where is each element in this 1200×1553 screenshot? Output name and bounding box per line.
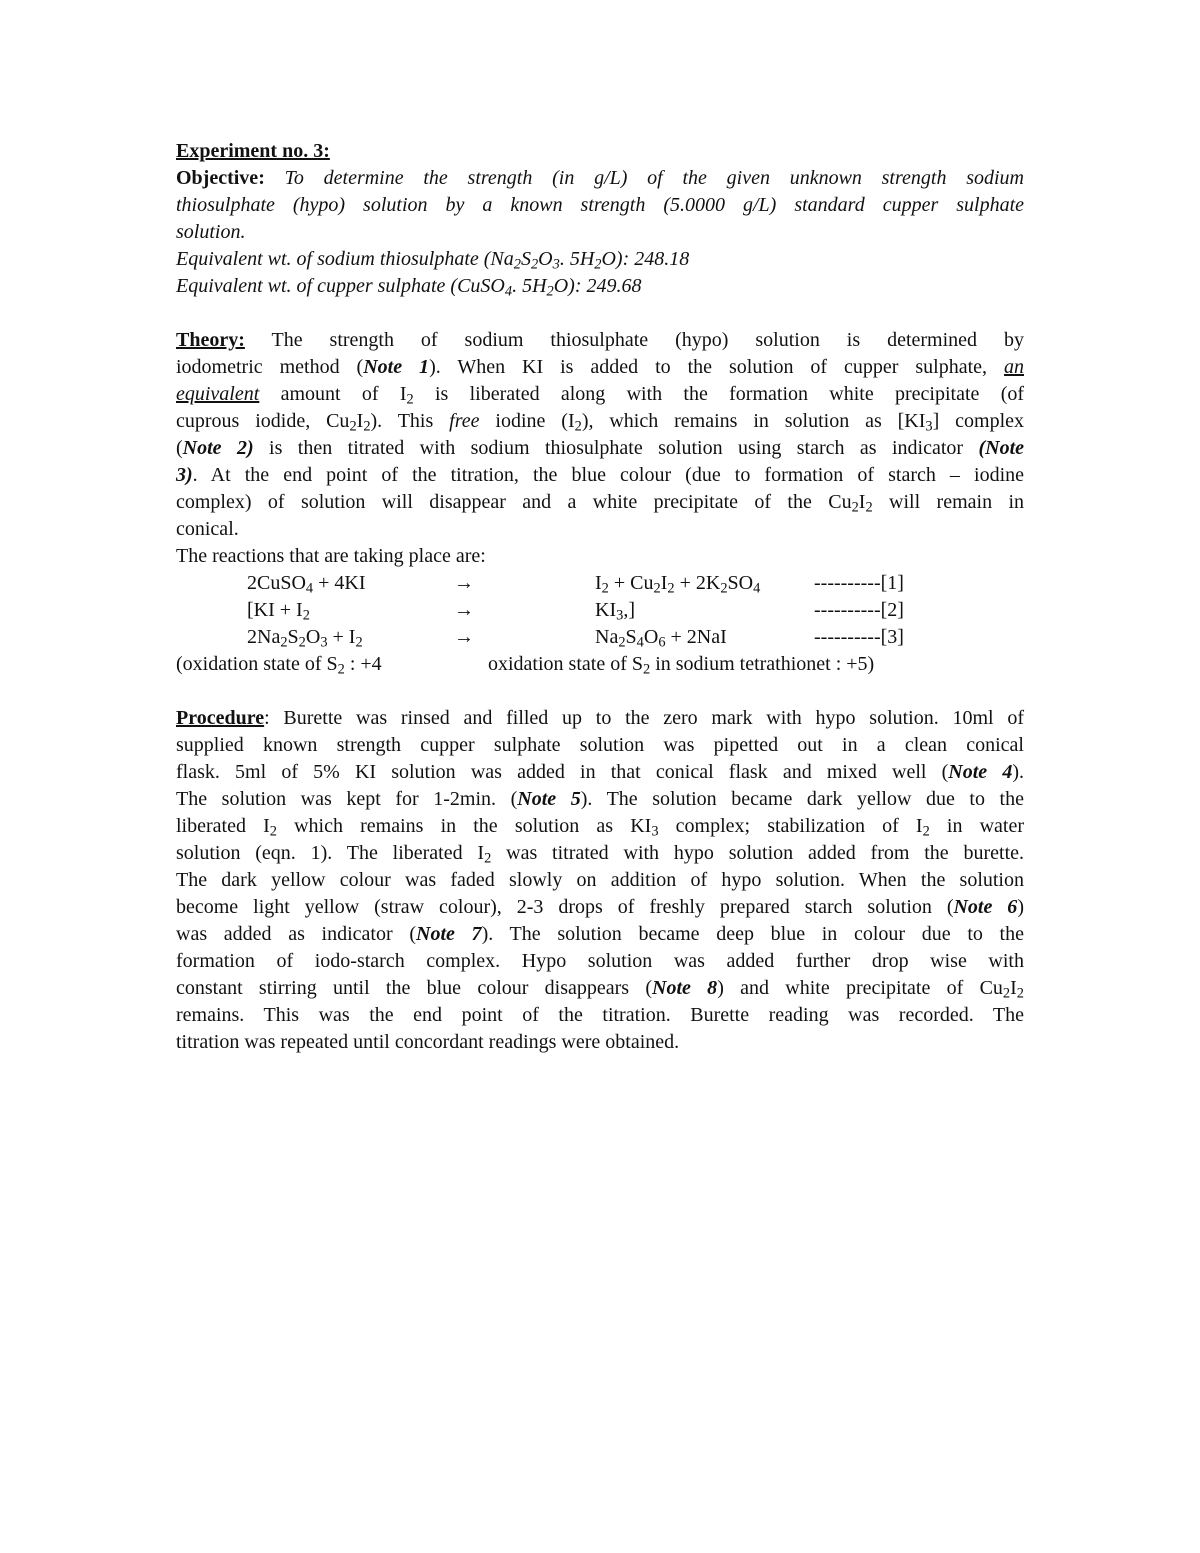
procedure-line-3: flask. 5ml of 5% KI solution was added in that conical flask and mixed well (Note 4). <box>176 761 1024 783</box>
experiment-heading: Experiment no. 3: <box>176 140 330 162</box>
theory-label: Theory: <box>176 329 245 351</box>
procedure-line-1: Procedure: Burette was rinsed and filled up to the zero mark with hypo solution. 10ml of <box>176 707 1024 729</box>
theory-line-1: Theory: The strength of sodium thiosulphate (hypo) solution is determined by <box>176 329 1024 351</box>
reaction-1: 2CuSO$_4$ + 4KI → $I_2 + Cu_2I_2 + 2K_2SO_4$ ----------[1] <box>247 572 904 597</box>
reaction-2: [$KI + I_2$ → $KI_3$,] ----------[2] <box>247 599 904 624</box>
arrow-icon: → <box>454 626 474 648</box>
arrow-icon: → <box>454 572 474 594</box>
theory-line-3: equivalent amount of $I_2$ is liberated along with the formation white precipitate (of <box>176 383 1025 408</box>
objective-line-2: thiosulphate (hypo) solution by a known strength (5.0000 g/L) standard cupper sulphate <box>176 194 1024 216</box>
theory-line-7: complex) of solution will disappear and a white precipitate of the $Cu_2I_2$ will remain in <box>176 491 1025 516</box>
procedure-line-13: titration was repeated until concordant readings were obtained. <box>176 1031 680 1053</box>
arrow-icon: → <box>454 599 474 621</box>
reactions-intro: The reactions that are taking place are: <box>176 545 486 567</box>
procedure-line-12: remains. This was the end point of the titration. Burette reading was recorded. The <box>176 1004 1024 1026</box>
objective-line-3: solution. <box>176 221 246 243</box>
objective-line-1: Objective: To determine the strength (in g/L) of the given unknown strength sodium <box>176 167 1024 189</box>
theory-line-6: 3). At the end point of the titration, the blue colour (due to formation of starch – iodine <box>176 464 1024 486</box>
equivalent-weight-cupper-sulphate: Equivalent wt. of cupper sulphate (CuSO$_4$. $5H_2O$): 249.68 <box>176 275 642 300</box>
theory-line-8: conical. <box>176 518 239 540</box>
objective-label: Objective: <box>176 167 265 189</box>
procedure-line-11: constant stirring until the blue colour disappears (Note 8) and white precipitate of $Cu_2I_2$ <box>176 977 1024 1002</box>
procedure-line-4: The solution was kept for 1-2min. (Note 5). The solution became dark yellow due to the <box>176 788 1024 810</box>
procedure-line-9: was added as indicator (Note 7). The solution became deep blue in colour due to the <box>176 923 1024 945</box>
procedure-line-8: become light yellow (straw colour), 2-3 drops of freshly prepared starch solution (Note 6) <box>176 896 1024 918</box>
procedure-line-5: liberated $I_2$ which remains in the solution as $KI_3$ complex; stabilization of $I_2$ in water <box>176 815 1025 840</box>
theory-line-4: cuprous iodide, $Cu_2I_2$). This free iodine $(I_2)$, which remains in solution as $[KI_3]$ complex <box>176 410 1025 435</box>
theory-line-2: iodometric method (Note 1). When KI is added to the solution of cupper sulphate, an <box>176 356 1025 378</box>
procedure-line-10: formation of iodo-starch complex. Hypo solution was added further drop wise with <box>176 950 1024 972</box>
reaction-3: $2Na_2S_2O_3 + I_2$ → $Na_2S_4O_6 + 2NaI$ ----------[3] <box>247 626 904 651</box>
equivalent-weight-thiosulphate: Equivalent wt. of sodium thiosulphate ($Na_2S_2O_3$. $5H_2O$): 248.18 <box>176 248 690 273</box>
theory-line-5: (Note 2) is then titrated with sodium thiosulphate solution using starch as indicator (Note <box>176 437 1025 459</box>
procedure-line-6: solution (eqn. 1). The liberated $I_2$ was titrated with hypo solution added from the burette. <box>176 842 1024 867</box>
procedure-label: Procedure <box>176 707 265 729</box>
document-page <box>176 138 1024 1056</box>
procedure-line-2: supplied known strength cupper sulphate solution was pipetted out in a clean conical <box>176 734 1024 756</box>
procedure-line-7: The dark yellow colour was faded slowly on addition of hypo solution. When the solution <box>176 869 1024 891</box>
oxidation-state-line: (oxidation state of $S_2$ : +4 oxidation state of $S_2$ in sodium tetrathionet : +5) <box>176 653 875 678</box>
